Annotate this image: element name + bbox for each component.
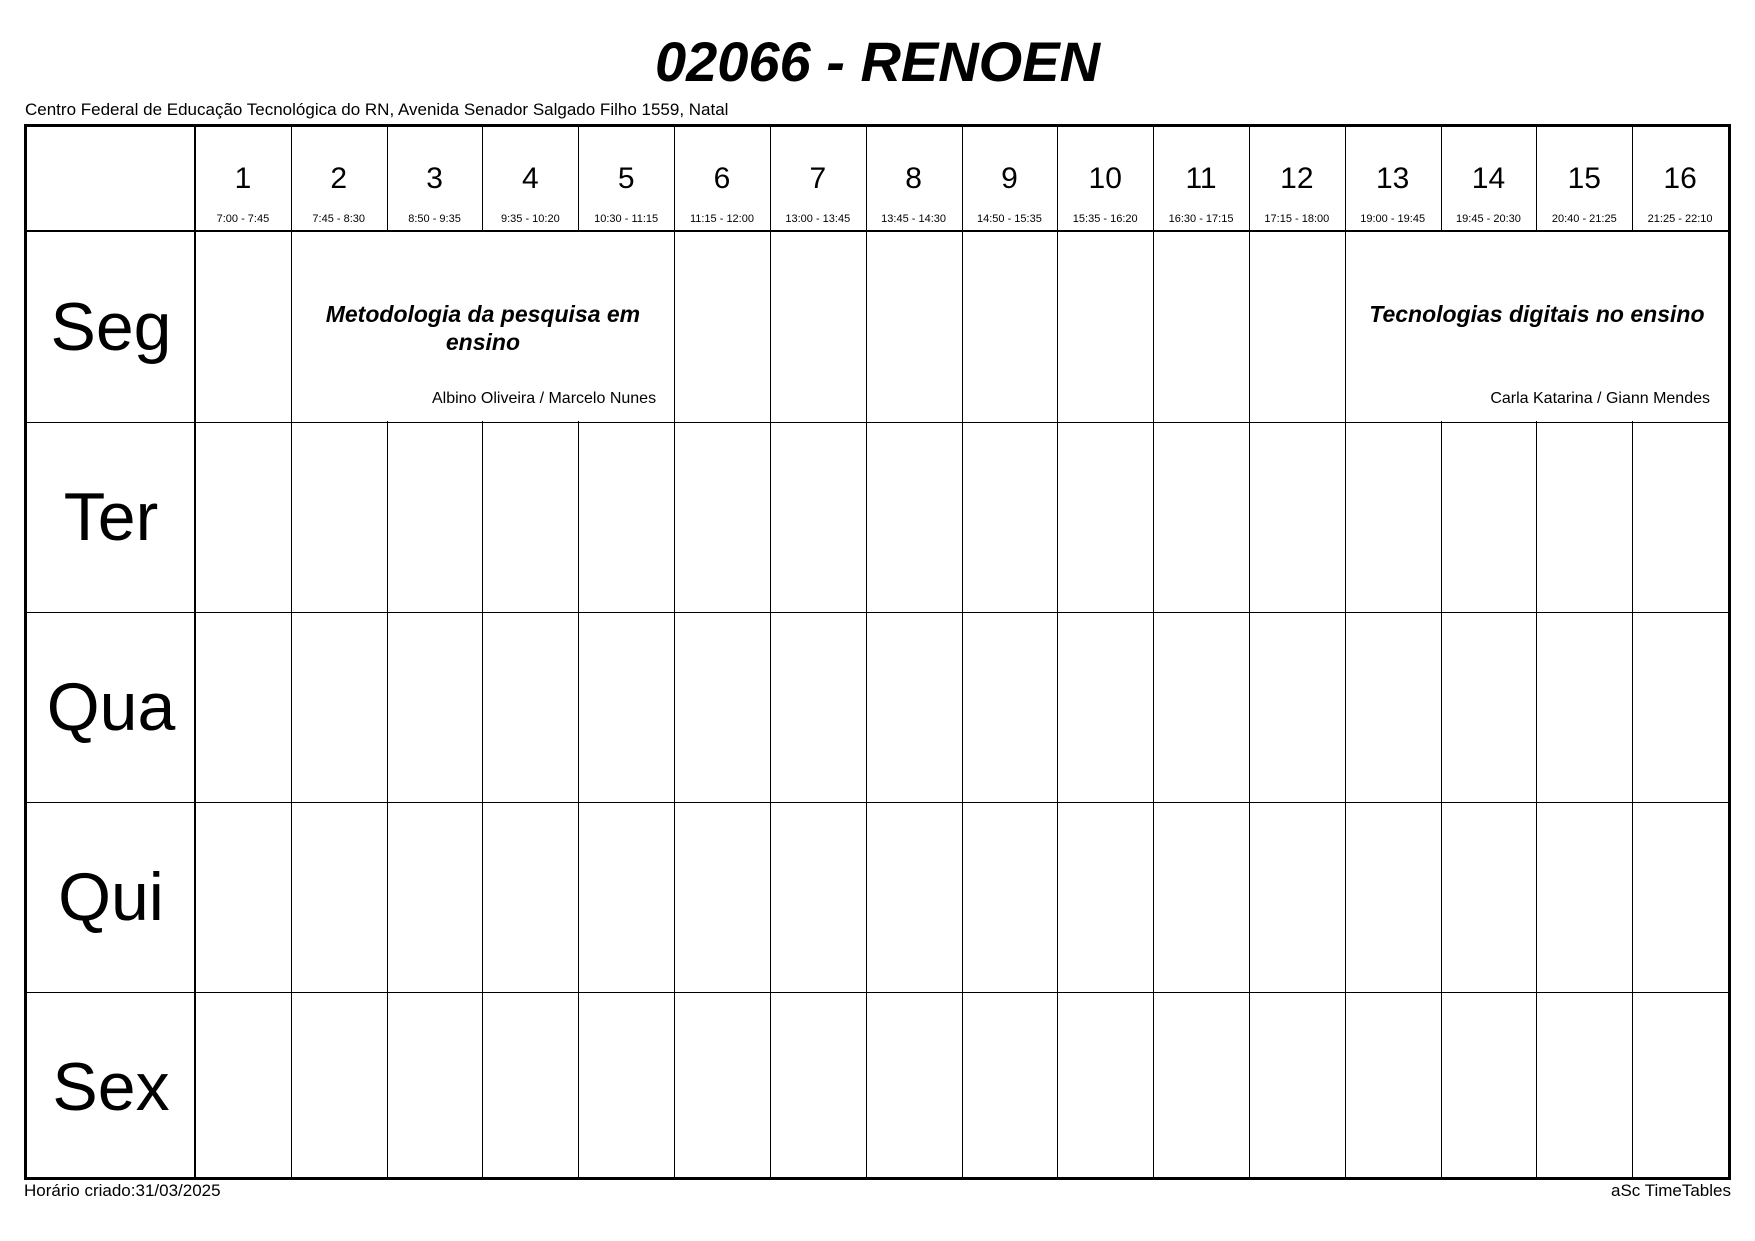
period-time: 21:25 - 22:10 (1647, 213, 1713, 225)
period-header (291, 127, 387, 230)
period-header (962, 127, 1058, 230)
period-number: 8 (905, 162, 922, 195)
row-divider (27, 612, 1728, 613)
day-label: Qua (46, 669, 176, 745)
lesson-block[interactable] (292, 232, 674, 421)
period-header (1536, 127, 1632, 230)
period-header (1153, 127, 1249, 230)
period-number: 1 (234, 162, 252, 195)
row-divider (27, 422, 1728, 423)
period-number: 13 (1375, 162, 1410, 195)
lesson-block[interactable] (1346, 232, 1728, 421)
period-time: 8:50 - 9:35 (408, 213, 461, 225)
period-time: 15:35 - 16:20 (1072, 213, 1138, 225)
period-header (674, 127, 770, 230)
day-label: Sex (52, 1049, 170, 1125)
row-divider (27, 802, 1728, 803)
page-title: 02066 - RENOEN (654, 30, 1101, 93)
period-header (1632, 127, 1728, 230)
column-divider (1057, 127, 1058, 1177)
day-column-divider (194, 127, 196, 1177)
period-time: 13:00 - 13:45 (785, 213, 851, 225)
period-time: 10:30 - 11:15 (594, 213, 659, 225)
period-number: 7 (809, 162, 827, 195)
period-number: 5 (617, 162, 635, 195)
period-number: 2 (330, 162, 348, 195)
period-number: 6 (713, 162, 731, 195)
column-divider (674, 127, 675, 1177)
period-number: 12 (1280, 162, 1314, 195)
period-time: 7:00 - 7:45 (216, 213, 270, 225)
school-address: Centro Federal de Educação Tecnológica do RN, Avenida Senador Salgado Filho 1559, Natal (25, 100, 729, 119)
lesson-teachers: Albino Oliveira / Marcelo Nunes (431, 390, 657, 407)
period-number: 9 (1001, 162, 1018, 195)
period-time: 19:45 - 20:30 (1456, 213, 1521, 225)
period-header (1441, 127, 1537, 230)
period-time: 19:00 - 19:45 (1360, 213, 1426, 225)
period-time: 16:30 - 17:15 (1168, 213, 1234, 225)
column-divider (770, 127, 771, 1177)
day-label: Qui (58, 859, 164, 935)
day-label: Seg (50, 289, 172, 365)
column-divider (1249, 127, 1250, 1177)
period-header (770, 127, 866, 230)
timetable-grid (24, 124, 1731, 1180)
period-header (1249, 127, 1345, 230)
period-header (1345, 127, 1441, 230)
period-header (195, 127, 291, 230)
period-time: 11:15 - 12:00 (689, 213, 754, 225)
period-header (866, 127, 962, 230)
period-time: 13:45 - 14:30 (881, 213, 947, 225)
software-credit: aSc TimeTables (1611, 1181, 1731, 1200)
lesson-subject: Tecnologias digitais no ensino (1369, 301, 1705, 327)
period-number: 4 (522, 162, 539, 195)
created-date: Horário criado:31/03/2025 (24, 1181, 221, 1200)
period-time: 9:35 - 10:20 (500, 213, 560, 225)
period-number: 10 (1088, 162, 1122, 195)
period-number: 11 (1185, 162, 1217, 195)
period-time: 20:40 - 21:25 (1551, 213, 1617, 225)
period-number: 14 (1471, 162, 1506, 195)
column-divider (866, 127, 867, 1177)
period-time: 14:50 - 15:35 (976, 213, 1042, 225)
lesson-teachers: Carla Katarina / Giann Mendes (1490, 390, 1710, 407)
lesson-subject: Metodologia da pesquisa em ensino (325, 301, 641, 355)
period-header (1057, 127, 1153, 230)
period-header (482, 127, 578, 230)
period-number: 3 (426, 162, 443, 195)
period-time: 7:45 - 8:30 (312, 213, 366, 225)
column-divider (1153, 127, 1154, 1177)
row-divider (27, 992, 1728, 993)
day-label: Ter (63, 479, 159, 555)
period-number: 16 (1663, 162, 1697, 195)
column-divider (962, 127, 963, 1177)
period-header (578, 127, 674, 230)
period-time: 17:15 - 18:00 (1264, 213, 1330, 225)
period-header (387, 127, 483, 230)
period-number: 15 (1567, 162, 1601, 195)
